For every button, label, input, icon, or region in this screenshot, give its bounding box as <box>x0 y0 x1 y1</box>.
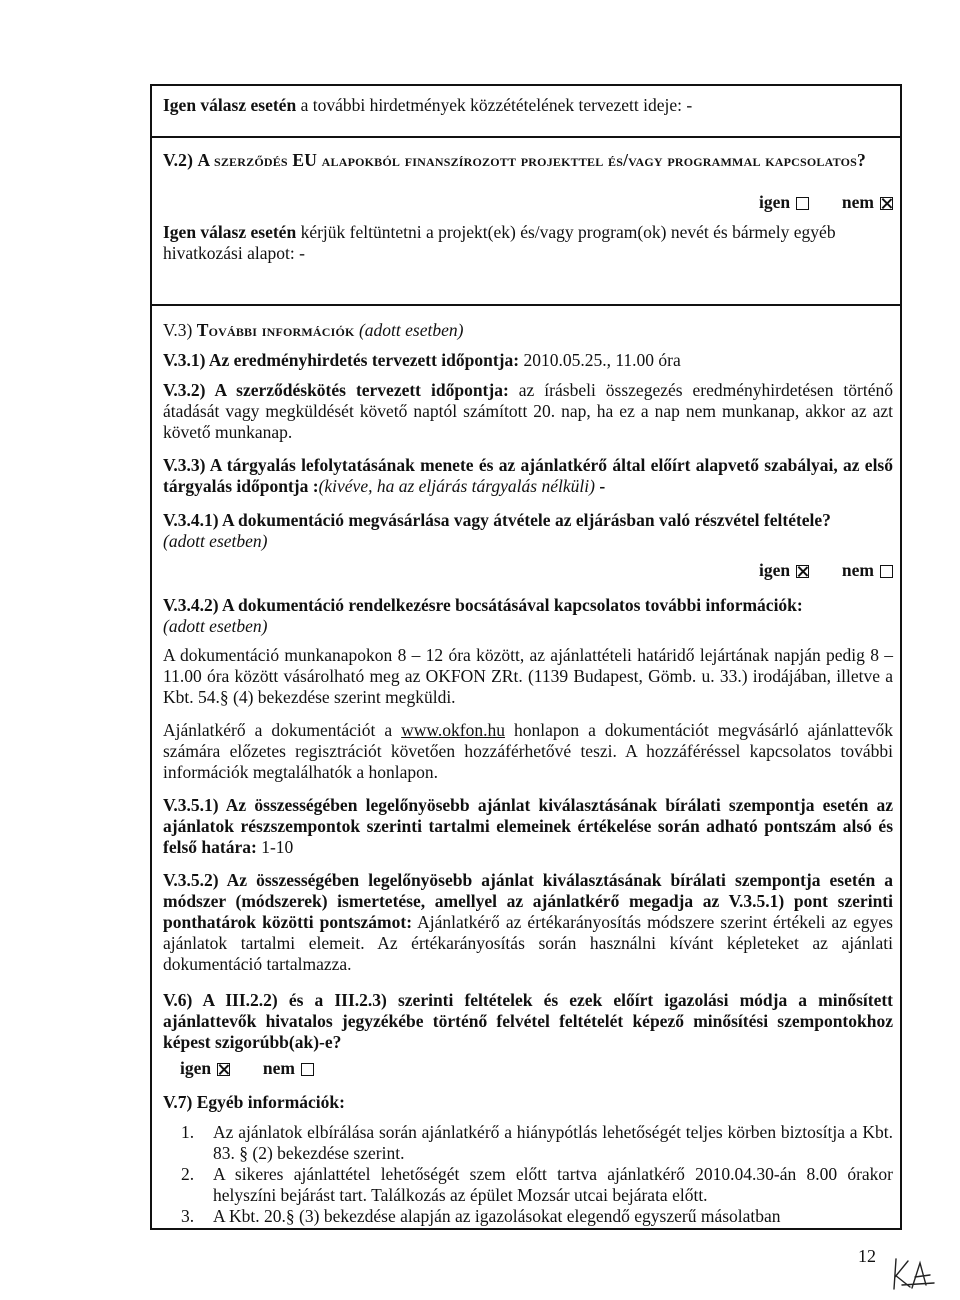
divider <box>152 136 900 138</box>
lower-box-bottom-edge <box>150 1228 902 1230</box>
v3-heading: V.3) További információk (adott esetben) <box>163 320 464 340</box>
v341-options: igen nem <box>163 560 893 581</box>
v6-options: igen nem <box>180 1058 910 1079</box>
list-item: 2. A sikeres ajánlattétel lehetőségét szem előtt tartva ajánlatkérő 2010.04.30-án 8.00 órakor helyszíni bejárást tart. Találkozás az épület Mozsár utcai bejárata előtt. <box>181 1164 893 1205</box>
igen-checkbox[interactable] <box>796 197 809 210</box>
v342-paragraph-1: A dokumentáció munkanapokon 8 – 12 óra között, az ajánlattételi határidő lejártának napján pedig 8 – 11.00 óra között vásárolható meg az OKFON ZRt. (1139 Budapest, Gömb. u. 33.) irodájában, illetve a Kbt. 54.§ (4) bekezdése szerint megküldi. <box>163 645 893 707</box>
v2-followup: Igen válasz esetén kérjük feltüntetni a projekt(ek) és/vagy program(ok) nevét és bármely egyéb hivatkozási alapot: - <box>163 222 836 263</box>
igen-checkbox[interactable] <box>217 1063 230 1076</box>
v342-heading: V.3.4.2) A dokumentáció rendelkezésre bocsátásával kapcsolatos további információk: (adott esetben) <box>163 595 803 636</box>
lower-box-left-edge <box>150 305 152 1230</box>
v342-paragraph-2: Ajánlatkérő a dokumentációt a www.okfon.hu honlapon a dokumentációt megvásárló ajánlattevők számára előzetes regisztrációt követően hozzáférhetővé teszi. A hozzáféréssel kapcsolatos további információk megtalálhatók a honlapon. <box>163 720 894 782</box>
v6-paragraph: V.6) A III.2.2) és a III.2.3) szerinti feltételek és ezek előírt igazolási módja a minősített ajánlattevők hivatalos jegyzékébe történő felvétel feltételét képező minősítési szempontokhoz képest szigorúbb(ak)-e? <box>163 990 893 1052</box>
nem-checkbox[interactable] <box>880 197 893 210</box>
handwritten-initials <box>890 1255 940 1300</box>
v2-heading: V.2) A szerződés EU alapokból finanszírozott projekttel és/vagy programmal kapcsolatos? <box>163 150 866 170</box>
v352-paragraph: V.3.5.2) Az összességében legelőnyösebb ajánlat kiválasztásának bírálati szempontja esetén a módszer (módszerek) ismertetése, amellyel az ajánlatkérő megadja az V.3.5.1) pont szerinti ponthatárok közötti pontszámot: Ajánlatkérő az értékarányosítás módszere szerint értékeli az egyes ajánlatok tartalmi elemeit. Az értékarányosítás során használni kívánt képleteket az ajánlati dokumentáció tartalmazza. <box>163 870 893 974</box>
nem-checkbox[interactable] <box>880 565 893 578</box>
list-item: 1. Az ajánlatok elbírálása során ajánlatkérő a hiánypótlás lehetőségét teljes körben biztosítja a Kbt. 83. § (2) bekezdése szerint. <box>181 1122 893 1163</box>
v32-paragraph: V.3.2) A szerződéskötés tervezett időpontja: az írásbeli összegezés eredményhirdetésen történő átadását vagy megküldését követő naptól számított 20. nap, ha ez a nap nem munkanap, akkor az azt követő munkanap. <box>163 380 893 442</box>
okfon-link[interactable]: www.okfon.hu <box>401 720 505 740</box>
v341-paragraph: V.3.4.1) A dokumentáció megvásárlása vagy átvétele az eljárásban való részvétel feltétele? (adott esetben) <box>163 510 831 551</box>
prev-section-line: Igen válasz esetén a további hirdetmények közzétételének tervezett ideje: - <box>163 95 693 115</box>
v351-paragraph: V.3.5.1) Az összességében legelőnyösebb ajánlat kiválasztásának bírálati szempontja esetén az ajánlatok részszempontok szerinti tartalmi elemeinek értékelése során adható pontszám alsó és felső határa: 1-10 <box>163 795 893 857</box>
v7-heading: V.7) Egyéb információk: <box>163 1092 345 1112</box>
v33-paragraph: V.3.3) A tárgyalás lefolytatásának menete és az ajánlatkérő által előírt alapvető szabályai, az első tárgyalás időpontja :(kivéve, ha az eljárás tárgyalás nélküli) - <box>163 455 893 496</box>
list-item: 3. A Kbt. 20.§ (3) bekezdése alapján az igazolásokat elegendő egyszerű másolatban <box>181 1206 781 1226</box>
v2-options: igen nem <box>163 192 893 213</box>
page-number: 12 <box>858 1246 876 1266</box>
igen-checkbox[interactable] <box>796 565 809 578</box>
signature-icon <box>890 1255 940 1295</box>
lower-box-right-edge <box>900 305 902 1230</box>
v31-line: V.3.1) Az eredményhirdetés tervezett időpontja: 2010.05.25., 11.00 óra <box>163 350 681 370</box>
v7-list <box>163 1122 893 1227</box>
nem-checkbox[interactable] <box>301 1063 314 1076</box>
